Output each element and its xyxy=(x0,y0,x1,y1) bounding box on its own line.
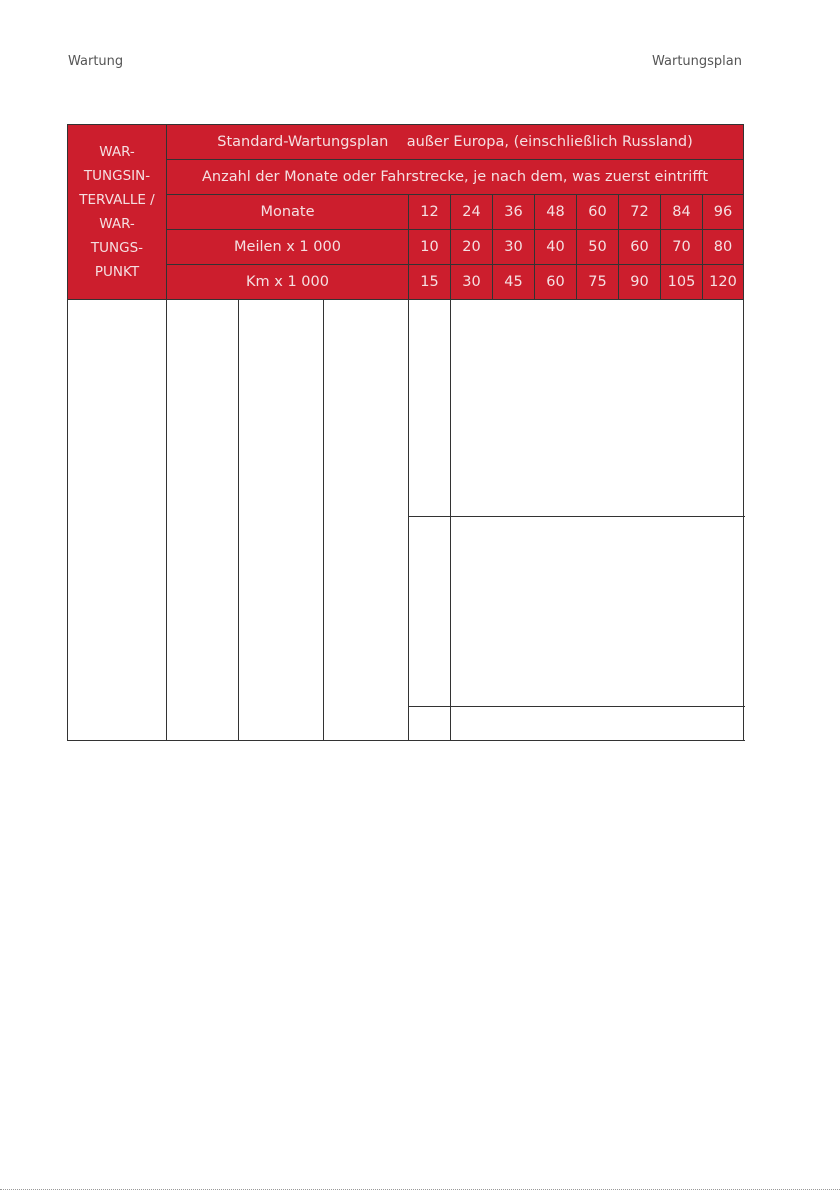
body-cell xyxy=(167,300,239,741)
miles-value: 50 xyxy=(577,230,619,265)
miles-value: 70 xyxy=(661,230,703,265)
miles-value: 80 xyxy=(703,230,744,265)
months-value: 24 xyxy=(451,195,493,230)
miles-value: 30 xyxy=(493,230,535,265)
km-value: 45 xyxy=(493,265,535,300)
months-value: 60 xyxy=(577,195,619,230)
km-value: 75 xyxy=(577,265,619,300)
km-value: 90 xyxy=(619,265,661,300)
section-title: Wartung xyxy=(68,54,124,69)
row-header-line: TUNGS- xyxy=(90,240,144,256)
body-cell xyxy=(68,300,167,741)
miles-value: 60 xyxy=(619,230,661,265)
months-value: 12 xyxy=(409,195,451,230)
months-value: 84 xyxy=(661,195,703,230)
months-value: 36 xyxy=(493,195,535,230)
row-header-line: WAR- xyxy=(99,144,135,160)
miles-value: 40 xyxy=(535,230,577,265)
maintenance-schedule-table xyxy=(67,124,744,741)
row-header-line: TUNGSIN- xyxy=(83,168,151,184)
months-value: 72 xyxy=(619,195,661,230)
schedule-title: Standard-Wartungsplan außer Europa, (einschließlich Russland) xyxy=(167,125,744,160)
row-label-months: Monate xyxy=(167,195,409,230)
page-bottom-rule xyxy=(0,1189,840,1190)
row-header-line: PUNKT xyxy=(94,264,140,280)
body-cell xyxy=(324,300,409,741)
row-header-line: TERVALLE / xyxy=(79,192,155,208)
km-value: 60 xyxy=(535,265,577,300)
km-value: 30 xyxy=(451,265,493,300)
body-cell xyxy=(239,300,324,741)
body-cell xyxy=(451,517,744,707)
row-label-miles: Meilen x 1 000 xyxy=(167,230,409,265)
km-value: 105 xyxy=(661,265,703,300)
body-cell xyxy=(409,517,451,707)
row-header-line: WAR- xyxy=(99,216,135,232)
miles-value: 10 xyxy=(409,230,451,265)
body-cell xyxy=(409,707,451,741)
months-value: 48 xyxy=(535,195,577,230)
row-header-cell xyxy=(68,125,167,300)
months-value: 96 xyxy=(703,195,744,230)
body-cell xyxy=(409,300,451,517)
schedule-subtitle: Anzahl der Monate oder Fahrstrecke, je nach dem, was zuerst eintrifft xyxy=(167,160,744,195)
row-label-km: Km x 1 000 xyxy=(167,265,409,300)
km-value: 120 xyxy=(703,265,744,300)
km-value: 15 xyxy=(409,265,451,300)
body-cell xyxy=(451,300,744,517)
body-cell xyxy=(451,707,744,741)
page-topic: Wartungsplan xyxy=(651,54,742,69)
miles-value: 20 xyxy=(451,230,493,265)
